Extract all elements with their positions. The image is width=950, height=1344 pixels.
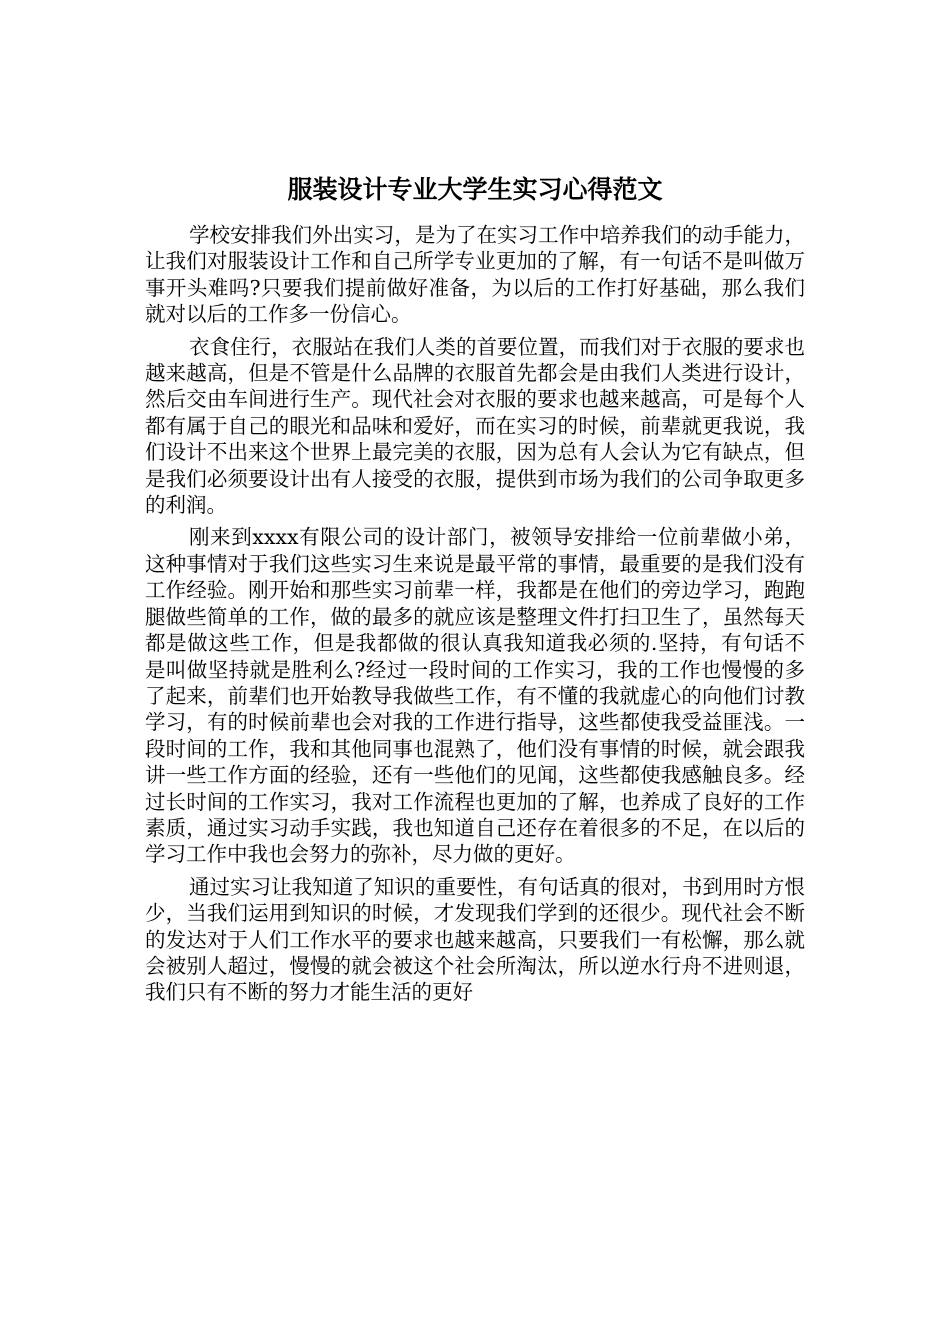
paragraph-4: 通过实习让我知道了知识的重要性，有句话真的很对，书到用时方恨少，当我们运用到知识的时候，才发现我们学到的还很少。现代社会不断的发达对于人们工作水平的要求也越来越高，只要我们一有松懈，那么就会被别人超过，慢慢的就会被这个社会所淘汰，所以逆水行舟不进则退，我们只有不断的努力才能生活的更好	[145, 874, 805, 1005]
paragraph-2: 衣食住行，衣服站在我们人类的首要位置，而我们对于衣服的要求也越来越高，但是不管是什么品牌的衣服首先都会是由我们人类进行设计，然后交由车间进行生产。现代社会对衣服的要求也越来越高，可是每个人都有属于自己的眼光和品味和爱好，而在实习的时候，前辈就更我说，我们设计不出来这个世界上最完美的衣服，因为总有人会认为它有缺点，但是我们必须要设计出有人接受的衣服，提供到市场为我们的公司争取更多的利润。	[145, 334, 805, 518]
paragraph-3: 刚来到xxxx有限公司的设计部门，被领导安排给一位前辈做小弟，这种事情对于我们这些实习生来说是最平常的事情，最重要的是我们没有工作经验。刚开始和那些实习前辈一样，我都是在他们的旁边学习，跑跑腿做些简单的工作，做的最多的就应该是整理文件打扫卫生了，虽然每天都是做这些工作，但是我都做的很认真我知道我必须的.坚持，有句话不是叫做坚持就是胜利么?经过一段时间的工作实习，我的工作也慢慢的多了起来，前辈们也开始教导我做些工作，有不懂的我就虚心的向他们讨教学习，有的时候前辈也会对我的工作进行指导，这些都使我受益匪浅。一段时间的工作，我和其他同事也混熟了，他们没有事情的时候，就会跟我讲一些工作方面的经验，还有一些他们的见闻，这些都使我感触良多。经过长时间的工作实习，我对工作流程也更加的了解，也养成了良好的工作素质，通过实习动手实践，我也知道自己还存在着很多的不足，在以后的学习工作中我也会努力的弥补，尽力做的更好。	[145, 525, 805, 867]
document-title: 服装设计专业大学生实习心得范文	[287, 175, 663, 204]
paragraph-1: 学校安排我们外出实习，是为了在实习工作中培养我们的动手能力，让我们对服装设计工作和自己所学专业更加的了解，有一句话不是叫做万事开头难吗?只要我们提前做好准备，为以后的工作打好基础，那么我们就对以后的工作多一份信心。	[145, 223, 805, 327]
document-body	[145, 222, 805, 1012]
